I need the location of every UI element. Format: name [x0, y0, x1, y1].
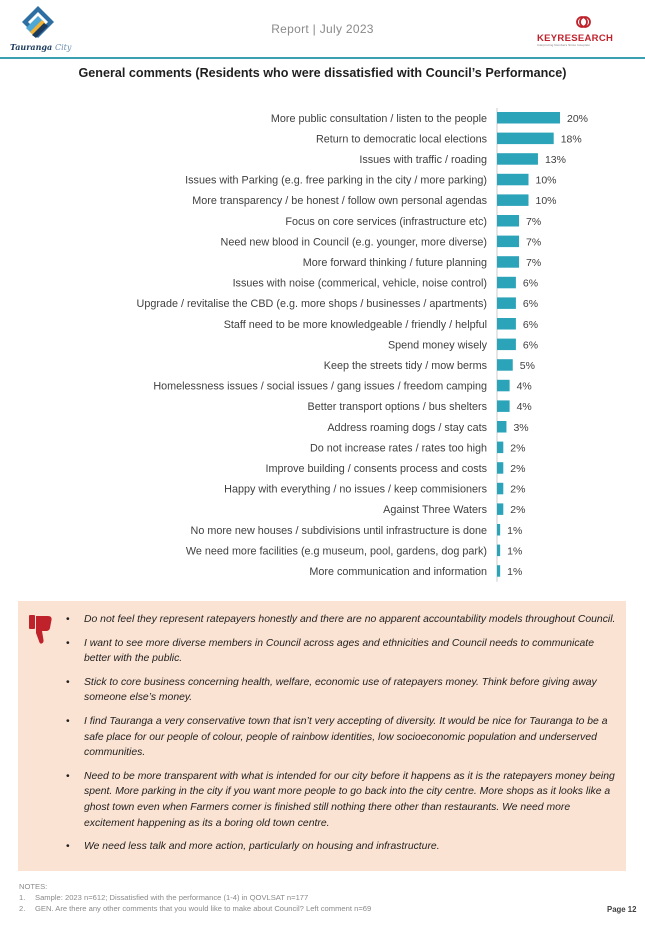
comment-item [66, 714, 618, 761]
category-label: More communication and information [309, 565, 487, 578]
bar-value-label: 1% [507, 565, 523, 578]
bar [497, 380, 510, 392]
comment-text: Need to be more transparent with what is intended for our city before it happens as it is the ratepayers money being spent. More parking in the city if you want more people to go back into the city centre. More shops as it looks like a ghost town even when Farmers corner is finished still nothing there other than restaurants. We need more excitement happening as its a boring old town centre. [84, 770, 615, 829]
bullet-icon: • [66, 841, 70, 853]
header-divider [0, 57, 645, 59]
bar [497, 277, 516, 289]
bar [497, 112, 560, 124]
category-label: Issues with noise (commerical, vehicle, noise control) [232, 277, 487, 290]
bar-value-label: 2% [510, 504, 526, 517]
page-heading: General comments (Residents who were dissatisfied with Council’s Performance) [78, 66, 567, 80]
category-label: Improve building / consents process and costs [265, 462, 487, 475]
category-label: Upgrade / revitalise the CBD (e.g. more shops / businesses / apartments) [136, 298, 487, 311]
page-number: Page 12 [607, 905, 637, 914]
comment-text: Do not feel they represent ratepayers honestly and there are no apparent accountability models throughout Council. [84, 614, 616, 625]
bar [497, 483, 503, 495]
report-title: Report | July 2023 [271, 22, 374, 36]
bar [497, 565, 500, 577]
bar [497, 236, 519, 248]
bar [497, 545, 500, 557]
bar [497, 153, 538, 165]
category-label: Issues with traffic / roading [359, 153, 487, 166]
bar [497, 359, 513, 371]
bar-value-label: 1% [507, 524, 523, 537]
category-label: More public consultation / listen to the people [270, 112, 487, 125]
comment-text: I want to see more diverse members in Council across ages and ethnicities and Council needs to communicate better with the public. [84, 637, 594, 665]
category-label: Keep the streets tidy / mow berms [323, 359, 487, 372]
bar [497, 339, 516, 351]
bar-value-label: 2% [510, 442, 526, 455]
bar-value-label: 1% [507, 545, 523, 558]
category-label: We need more facilities (e.g museum, pool, gardens, dog park) [185, 545, 487, 558]
bullet-icon: • [66, 715, 70, 727]
bar-value-label: 7% [526, 236, 542, 249]
category-label: Homelessness issues / social issues / gang issues / freedom camping [153, 380, 487, 393]
comment-item [66, 769, 618, 831]
category-label: Spend money wisely [387, 339, 487, 352]
bar-value-label: 4% [516, 380, 532, 393]
bar-value-label: 4% [516, 401, 532, 414]
bullet-icon: • [66, 637, 70, 649]
bar [497, 462, 503, 474]
bar [497, 297, 516, 309]
bar-value-label: 13% [544, 153, 566, 166]
bar [497, 174, 529, 186]
category-label: Staff need to be more knowledgeable / friendly / helpful [223, 318, 487, 331]
bar-value-label: 10% [535, 174, 557, 187]
bar-value-label: 7% [526, 256, 542, 269]
bar-value-label: 6% [522, 277, 539, 290]
comment-text: I find Tauranga a very conservative town that isn’t very accepting of diversity. It would be nice for Tauranga to be a safe place for our people of colour, people of rainbow identities, low socioeconomic population and underserved communities. [84, 715, 608, 759]
bar [497, 133, 554, 145]
category-label: Better transport options / bus shelters [307, 401, 487, 414]
bar [497, 318, 516, 330]
comments-list [66, 612, 618, 863]
note-item: 2. GEN. Are there any other comments that you would like to make about Council? Left comment n=69 [19, 904, 372, 913]
comment-item [66, 636, 618, 667]
bar-value-label: 6% [522, 318, 539, 331]
comment-text: Stick to core business concerning health, welfare, economic use of ratepayers money. Think before giving away someone else’s money. [84, 676, 597, 704]
bar-value-label: 5% [519, 359, 535, 372]
thumbs-down-icon [28, 614, 54, 648]
bar [497, 194, 529, 206]
category-label: Happy with everything / no issues / keep commisioners [224, 483, 487, 496]
bullet-icon: • [66, 676, 70, 688]
bullet-icon: • [66, 614, 70, 625]
notes-heading: NOTES: [19, 882, 48, 891]
category-label: Do not increase rates / rates too high [309, 442, 487, 455]
bar-chart [0, 100, 645, 590]
comment-item [66, 612, 618, 628]
agency-logo-tagline: Interpreting Numbers Since Inception [537, 43, 591, 47]
bar [497, 524, 500, 536]
bar [497, 442, 503, 454]
category-label: Return to democratic local elections [315, 133, 487, 146]
client-logo-text: Tauranga City [10, 42, 72, 52]
report-header [0, 0, 645, 62]
bar-value-label: 18% [560, 133, 582, 146]
notes [19, 881, 371, 914]
comment-item [66, 839, 618, 855]
comment-item [66, 675, 618, 706]
note-item: 1. Sample: 2023 n=612; Dissatisfied with the performance (1-4) in QOVLSAT n=177 [19, 893, 309, 902]
comments-panel [18, 601, 626, 871]
bar-value-label: 20% [567, 112, 589, 125]
category-label: Issues with Parking (e.g. free parking in the city / more parking) [185, 174, 487, 187]
category-label: Address roaming dogs / stay cats [327, 421, 487, 434]
bullet-icon: • [66, 770, 70, 782]
bar-value-label: 6% [522, 298, 539, 311]
agency-logo-text: KEYRESEARCH [537, 33, 614, 44]
bar-value-label: 2% [510, 483, 526, 496]
bar [497, 256, 519, 268]
bar [497, 421, 506, 433]
bar [497, 400, 510, 412]
bar-value-label: 3% [513, 421, 529, 434]
bar-chart-svg [0, 100, 645, 590]
category-label: Against Three Waters [383, 504, 487, 517]
bar-value-label: 6% [522, 339, 539, 352]
comment-text: We need less talk and more action, particularly on housing and infrastructure. [84, 841, 440, 853]
bar [497, 215, 519, 227]
category-label: No more new houses / subdivisions until infrastructure is done [190, 524, 487, 537]
bar-value-label: 10% [535, 195, 557, 208]
bar-value-label: 7% [526, 215, 542, 228]
bar-value-label: 2% [510, 462, 526, 475]
category-label: Focus on core services (infrastructure etc) [285, 215, 487, 228]
category-label: More forward thinking / future planning [302, 256, 487, 269]
category-label: More transparency / be honest / follow own personal agendas [192, 195, 487, 208]
bar [497, 503, 503, 515]
category-label: Need new blood in Council (e.g. younger, more diverse) [220, 236, 487, 249]
